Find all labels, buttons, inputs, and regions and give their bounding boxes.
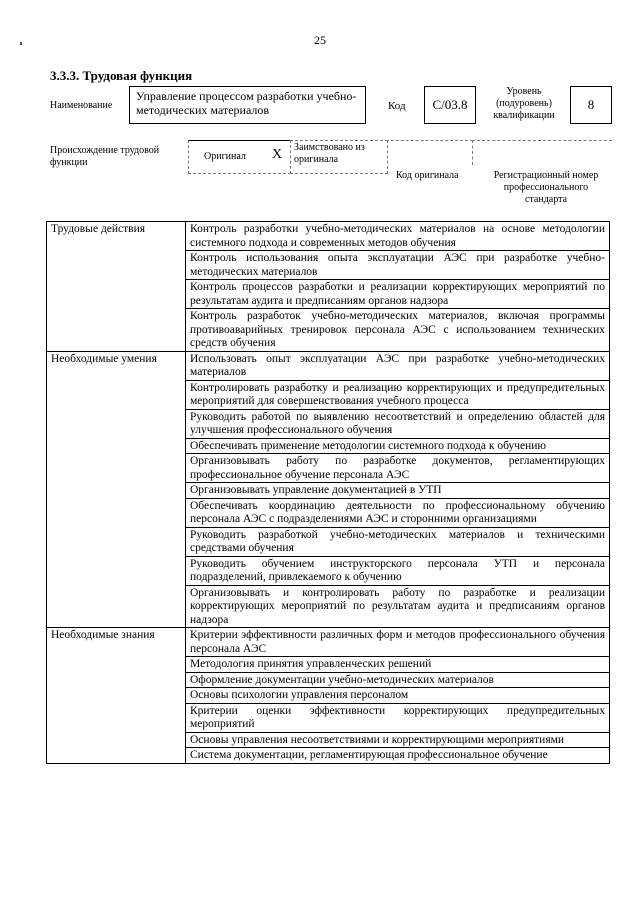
requirement-item: Контроль разработок учебно-методических материалов, включая программы противоаварийных тренировок персонала АЭС с использованием технических средств обучения (186, 309, 610, 352)
requirement-item: Контролировать разработку и реализацию корректирующих и предупредительных мероприятий для совершенствования учебного процесса (186, 380, 610, 409)
table-row (47, 628, 610, 657)
original-code-label: Код оригинала (396, 170, 459, 181)
requirement-item: Использовать опыт эксплуатации АЭС при разработке учебно-методических материалов (186, 351, 610, 380)
code-value-box: С/03.8 (424, 86, 476, 124)
code-label: Код (388, 100, 406, 112)
requirement-item: Оформление документации учебно-методических материалов (186, 672, 610, 688)
name-label: Наименование (50, 100, 113, 111)
original-label: Оригинал (204, 151, 246, 162)
category-cell: Необходимые знания (47, 628, 186, 764)
page-number: 25 (314, 33, 326, 47)
requirement-item: Руководить обучением инструкторского персонала УТП и персонала подразделений, привлекаемого к обучению (186, 556, 610, 585)
level-label: Уровень (подуровень) квалификации (493, 86, 555, 121)
origin-label: Происхождение трудовой функции (50, 145, 160, 168)
category-cell: Необходимые умения (47, 351, 186, 628)
level-value-box: 8 (570, 86, 612, 124)
requirement-item: Контроль разработки учебно-методических материалов на основе методологии системного подхода и современных методов обучения (186, 222, 610, 251)
reg-number-cell (472, 140, 612, 165)
requirement-item: Критерии оценки эффективности корректирующих предупредительных мероприятий (186, 703, 610, 732)
requirement-item: Обеспечивать применение методологии системного подхода к обучению (186, 438, 610, 454)
requirement-item: Руководить работой по выявлению несоответствий и определению областей для улучшения профессионального обучения (186, 409, 610, 438)
requirement-item: Основы психологии управления персоналом (186, 688, 610, 704)
requirement-item: Методология принятия управленческих решений (186, 657, 610, 673)
requirement-item: Организовывать управление документацией в УТП (186, 483, 610, 499)
section-title: 3.3.3. Трудовая функция (50, 68, 193, 83)
requirement-item: Руководить разработкой учебно-методических материалов и техническими средствами обучения (186, 527, 610, 556)
function-name-box: Управление процессом разработки учебно-методических материалов (129, 86, 366, 124)
requirement-item: Контроль процессов разработки и реализации корректирующих мероприятий по результатам аудита и предписаниям органов надзора (186, 280, 610, 309)
table-row (47, 222, 610, 251)
requirement-item: Обеспечивать координацию деятельности по профессиональному обучению персонала АЭС с подразделениями АЭС и сторонними организациями (186, 498, 610, 527)
requirement-item: Основы управления несоответствиями и корректирующими мероприятиями (186, 732, 610, 748)
requirement-item: Организовывать и контролировать работу по разработке и реализации корректирующих мероприятий по результатам аудита и предписаниям органов надзора (186, 585, 610, 628)
reg-number-label: Регистрационный номер профессионального стандарта (493, 170, 599, 205)
requirement-item: Контроль использования опыта эксплуатации АЭС при разработке учебно-методических материалов (186, 251, 610, 280)
original-code-cell (386, 140, 473, 165)
borrowed-label: Заимствовано из оригинала (294, 142, 365, 165)
requirement-item: Организовывать работу по разработке документов, регламентирующих профессиональное обучение персонала АЭС (186, 454, 610, 483)
original-checkmark: Х (272, 147, 283, 162)
requirement-item: Критерии эффективности различных форм и методов профессионального обучения персонала АЭС (186, 628, 610, 657)
table-row (47, 351, 610, 380)
requirements-table (46, 221, 610, 764)
requirement-item: Система документации, регламентирующая профессиональное обучение (186, 748, 610, 764)
category-cell: Трудовые действия (47, 222, 186, 352)
